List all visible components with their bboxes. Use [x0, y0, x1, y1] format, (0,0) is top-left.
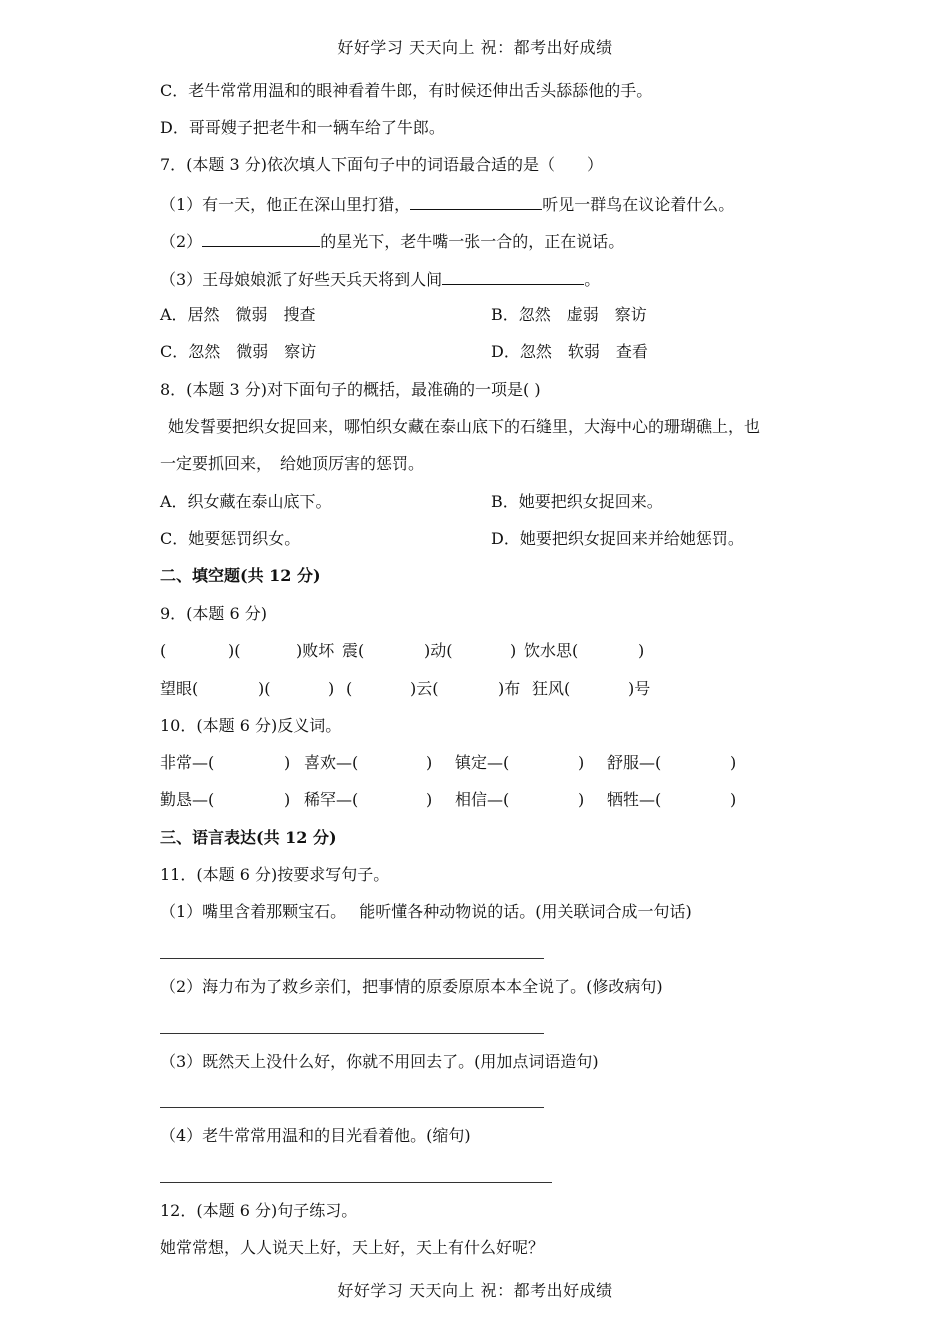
q12-stem: 12．(本题 6 分)句子练习。 [160, 1201, 358, 1220]
q7-sentence-1 [160, 193, 734, 215]
q10-r2-word[interactable]: 相信—( [455, 790, 510, 809]
section-2-heading: 二、填空题(共 12 分) [160, 566, 321, 585]
q10-r2-close: ) [578, 790, 585, 809]
q6-option-c: C．老牛常常用温和的眼神看着牛郎，有时候还伸出舌头舔舔他的手。 [160, 81, 653, 100]
q7-option-b[interactable]: B．忽然 虚弱 察访 [491, 305, 647, 324]
q7-option-d[interactable]: D．忽然 软弱 查看 [491, 342, 648, 361]
q7-blank-3[interactable] [442, 268, 584, 285]
q12-sentence-1: 她常常想，人人说天上好，天上好，天上有什么好呢？ [160, 1238, 545, 1257]
q9-r1-cell: ) [638, 641, 645, 660]
q10-r2-close: ) [426, 790, 433, 809]
q11-answer-line-3[interactable] [160, 1107, 544, 1108]
page-header: 好好学习 天天向上 祝：都考出好成绩 [337, 38, 613, 57]
q11-answer-line-2[interactable] [160, 1033, 544, 1034]
page-footer: 好好学习 天天向上 祝：都考出好成绩 [337, 1281, 613, 1300]
q7-s2-before: （2） [160, 232, 203, 251]
q11-sentence-3: （3）既然天上没什么好，你就不用回去了。(用加点词语造句) [160, 1052, 599, 1071]
q9-stem: 9．(本题 6 分) [160, 604, 268, 623]
q7-stem: 7．(本题 3 分)依次填人下面句子中的词语最合适的是（ ） [160, 155, 604, 174]
q11-sentence-1: （1）嘴里含着那颗宝石。 能听懂各种动物说的话。(用关联词合成一句话) [160, 902, 692, 921]
q8-stem: 8．(本题 3 分)对下面句子的概括，最准确的一项是( ) [160, 380, 541, 399]
q10-r1-close: ) [284, 753, 291, 772]
q7-blank-2[interactable] [202, 230, 320, 247]
q11-sentence-2: （2）海力布为了救乡亲们，把事情的原委原原本本全说了。(修改病句) [160, 977, 663, 996]
q7-s1-before: （1）有一天，他正在深山里打猎， [160, 195, 411, 214]
q10-r2-close: ) [284, 790, 291, 809]
q7-s2-after: 的星光下，老牛嘴一张一合的，正在说话。 [320, 232, 625, 251]
q10-r2-close: ) [730, 790, 737, 809]
q9-r1-cell[interactable]: ( [160, 641, 167, 660]
q7-sentence-3 [160, 268, 600, 290]
q9-r1-cell[interactable]: )( [228, 641, 241, 660]
q8-option-c[interactable]: C．她要惩罚织女。 [160, 529, 301, 548]
q8-passage-line-1: 她发誓要把织女捉回来，哪怕织女藏在泰山底下的石缝里，大海中心的珊瑚礁上，也 [168, 417, 761, 436]
q10-r2-word[interactable]: 牺牲—( [607, 790, 662, 809]
q8-option-a[interactable]: A．织女藏在泰山底下。 [160, 492, 332, 511]
q7-blank-1[interactable] [410, 193, 542, 210]
q9-r2-cell[interactable]: 望眼( [160, 679, 199, 698]
q9-r1-cell[interactable]: 饮水思( [524, 641, 579, 660]
q10-r1-close: ) [426, 753, 433, 772]
q9-r2-cell[interactable]: 狂风( [532, 679, 571, 698]
q7-s3-after: 。 [584, 270, 601, 289]
q7-s1-after: 听见一群鸟在议论着什么。 [542, 195, 735, 214]
q7-option-a[interactable]: A．居然 微弱 搜查 [160, 305, 316, 324]
q7-s3-before: （3）王母娘娘派了好些天兵天将到人间 [160, 270, 443, 289]
q6-option-d: D．哥哥嫂子把老牛和一辆车给了牛郎。 [160, 118, 445, 137]
q9-r2-cell: )号 [628, 679, 651, 698]
q10-r1-word[interactable]: 舒服—( [607, 753, 662, 772]
q10-stem: 10．(本题 6 分)反义词。 [160, 716, 342, 735]
q10-r1-word[interactable]: 非常—( [160, 753, 215, 772]
q8-option-b[interactable]: B．她要把织女捉回来。 [491, 492, 663, 511]
q9-r2-cell[interactable]: )云( [410, 679, 439, 698]
q11-stem: 11．(本题 6 分)按要求写句子。 [160, 865, 390, 884]
q7-option-c[interactable]: C．忽然 微弱 察访 [160, 342, 317, 361]
q7-sentence-2 [160, 230, 624, 252]
section-3-heading: 三、语言表达(共 12 分) [160, 828, 337, 847]
q10-r1-word[interactable]: 镇定—( [455, 753, 510, 772]
q9-r1-cell: )败坏 [296, 641, 335, 660]
q10-r2-word[interactable]: 勤恳—( [160, 790, 215, 809]
q9-r2-cell[interactable]: )( [258, 679, 271, 698]
q9-r1-cell[interactable]: )动( [424, 641, 453, 660]
q11-answer-line-1[interactable] [160, 958, 544, 959]
q9-r1-cell[interactable]: 震( [342, 641, 365, 660]
q9-r2-cell: ) [328, 679, 335, 698]
q11-answer-line-4[interactable] [160, 1182, 552, 1183]
q10-r1-close: ) [730, 753, 737, 772]
q10-r2-word[interactable]: 稀罕—( [304, 790, 359, 809]
q9-r1-cell: ) [510, 641, 517, 660]
q8-option-d[interactable]: D．她要把织女捉回来并给她惩罚。 [491, 529, 744, 548]
q10-r1-close: ) [578, 753, 585, 772]
q11-sentence-4: （4）老牛常常用温和的目光看着他。(缩句) [160, 1126, 471, 1145]
q10-r1-word[interactable]: 喜欢—( [304, 753, 359, 772]
q9-r2-cell: )布 [498, 679, 521, 698]
q9-r2-cell[interactable]: ( [346, 679, 353, 698]
q8-passage-line-2: 一定要抓回来， 给她顶厉害的惩罚。 [160, 454, 425, 473]
